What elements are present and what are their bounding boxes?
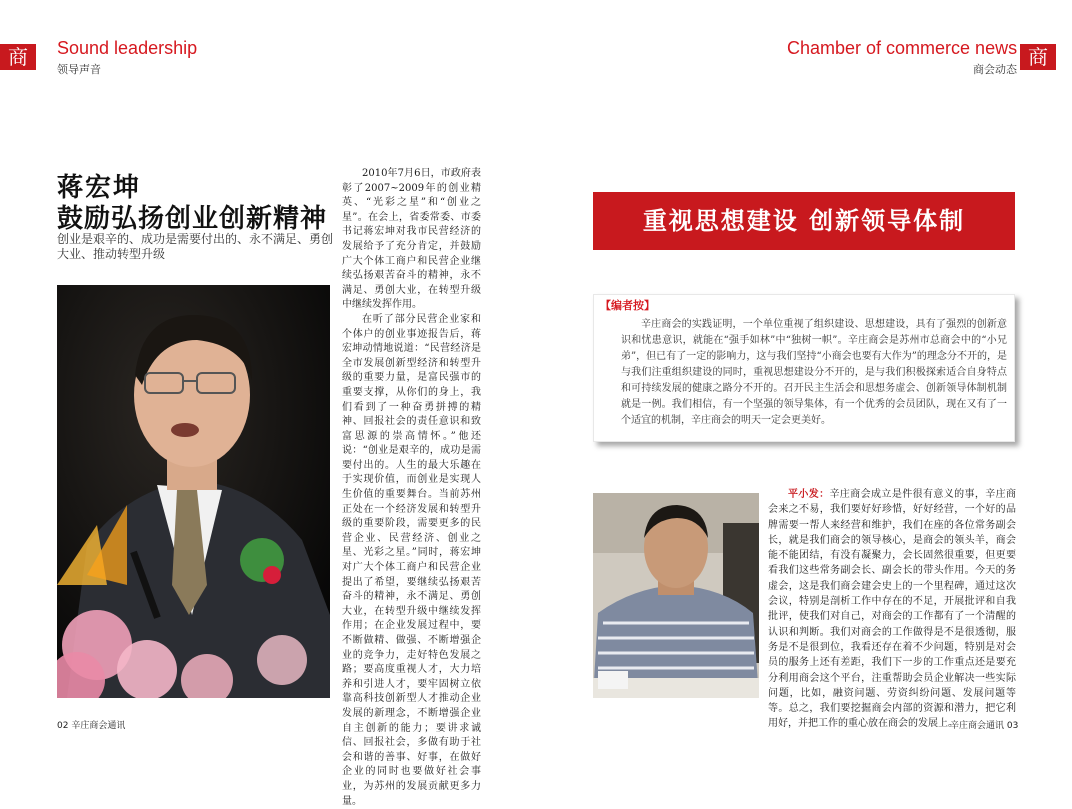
editor-note-label: 【编者按】 (600, 299, 655, 312)
speaker-photo-illustration (57, 285, 330, 698)
speaker-photo-2 (593, 493, 759, 698)
editor-note-text (621, 317, 1007, 429)
speech-body: 辛庄商会成立是件很有意义的事，辛庄商会来之不易，我们要好好珍惜，好好经营，一个好的品牌需要一帮人来经营和维护，我们在座的各位常务副会长，就是我们商会的领导核心，是商会的领头羊，商会能不能团结，有没有凝聚力，会长固然很重要，但更要看我们这些常务副会长、副会长的带头作用。今天的务虚会，这是我们商会建会史上的一个里程碑，通过这次会议，特别是剖析工作中存在的不足，开展批评和自我批评，使我们对自己，对商会的工作都有了一个清醒的认识和判断。我们对商会的工作做得是不是很透彻，服务是不是很到位，我看还存在着不少问题，特别是对会员的服务上还有差距，我们下一步的工作重点还是要充分利用商会这个平台，注重帮助会员企业解决一些实际问题，比如，融资问题、劳资纠纷问题、发展问题等等。总之，我们要挖掘商会内部的资源和潜力，把它利用好，并把工作的重心放在商会的发展上。 (768, 489, 1017, 730)
section-title-chinese-right: 商会动态 (973, 63, 1017, 76)
article-body (342, 167, 481, 809)
speech-paragraph (768, 487, 1019, 732)
page-footer-left: 02 辛庄商会通讯 (57, 721, 126, 731)
section-title-chinese: 领导声音 (57, 63, 101, 76)
article-person-name: 蒋宏坤 (57, 173, 142, 203)
article-title: 鼓励弘扬创业创新精神 (57, 204, 328, 234)
section-logo-icon: 商 (0, 44, 36, 70)
section-title-english: Sound leadership (57, 38, 198, 58)
editor-note-box (593, 294, 1015, 442)
article-paragraph-2: 在听了部分民营企业家和个体户的创业事迹报告后，蒋宏坤动情地说道：“民营经济是全市发展创新型经济和转型升级的重要力量，是富民强市的重要支撑，从你们的身上，我们看到了一种奋勇拼搏的精神、回报社会的责任意识和致富思源的崇高情怀。”他还说：“创业是艰辛的，成功是需要付出的。人生的最大乐趣在于实现价值，而创业是实现人生价值的重要舞台。当前苏州正处在一个经济发展和转型升级的重要阶段，需要更多的民营企业、民营经济、创业之星、光彩之星。”同时，蒋宏坤对广大个体工商户和民营企业提出了希望，要继续弘扬艰苦奋斗的精神，永不满足、勇创大业，在转型升级中继续发挥作用；在企业发展过程中，要不断做精、做强、不断增强企业的竞争力，走好特色发展之路；要高度重视人才，大力培养和引进人才，要牢固树立依靠高科技创新型人才推动企业发展的新理念，不断增强企业自主创新的能力；要讲求诚信、回报社会，多做有助于社会和谐的善事、好事，在做好企业的同时也要做好社会事业，为苏州的发展贡献更多力量。 (342, 313, 481, 807)
article-paragraph-1: 2010年7月6日，市政府表彰了2007~2009年的创业精英、“光彩之星”和“创业之星”。在会上，省委常委、市委书记蒋宏坤对我市民营经济的发展给予了充分肯定，并鼓励广大个体工商户和民营企业继续弘扬艰苦奋斗的精神，永不满足、勇创大业，在转型升级中继续发挥作用。 (342, 168, 481, 311)
editor-note-paragraph: 辛庄商会的实践证明，一个单位重视了组织建设、思想建设，具有了强烈的创新意识和忧患意识，就能在“强手如林”中“独树一帜”。辛庄商会是苏州市总商会中的“小兄弟”，但已有了一定的影响力，这与我们坚持“小商会也要有大作为”的理念分不开的，是与我们注重组织建设的同时，重视思想建设分不开的，是与我们积极探索适合自身特点和可持续发展的健康之路分不开的。召开民主生活会和思想务虚会、创新领导体制机制就是一例。我们相信，有一个坚强的领导集体，有一个优秀的会员团队，现在又有了一个适宜的机制，辛庄商会的明天一定会更美好。 (621, 319, 1007, 426)
speaker-photo-2-illustration (593, 493, 759, 698)
page-footer-right: 辛庄商会通讯 03 (950, 721, 1019, 731)
section-title-english-right: Chamber of commerce news (787, 38, 1018, 58)
article-subtitle: 创业是艰辛的、成功是需要付出的、永不满足、勇创大业、推动转型升级 (57, 232, 334, 261)
article-banner-title: 重视思想建设 创新领导体制 (593, 192, 1015, 250)
speech-text (768, 487, 1019, 732)
speaker-photo (57, 285, 330, 698)
section-logo-icon-right: 商 (1020, 44, 1056, 70)
speaker-name: 平小发： (788, 489, 830, 500)
